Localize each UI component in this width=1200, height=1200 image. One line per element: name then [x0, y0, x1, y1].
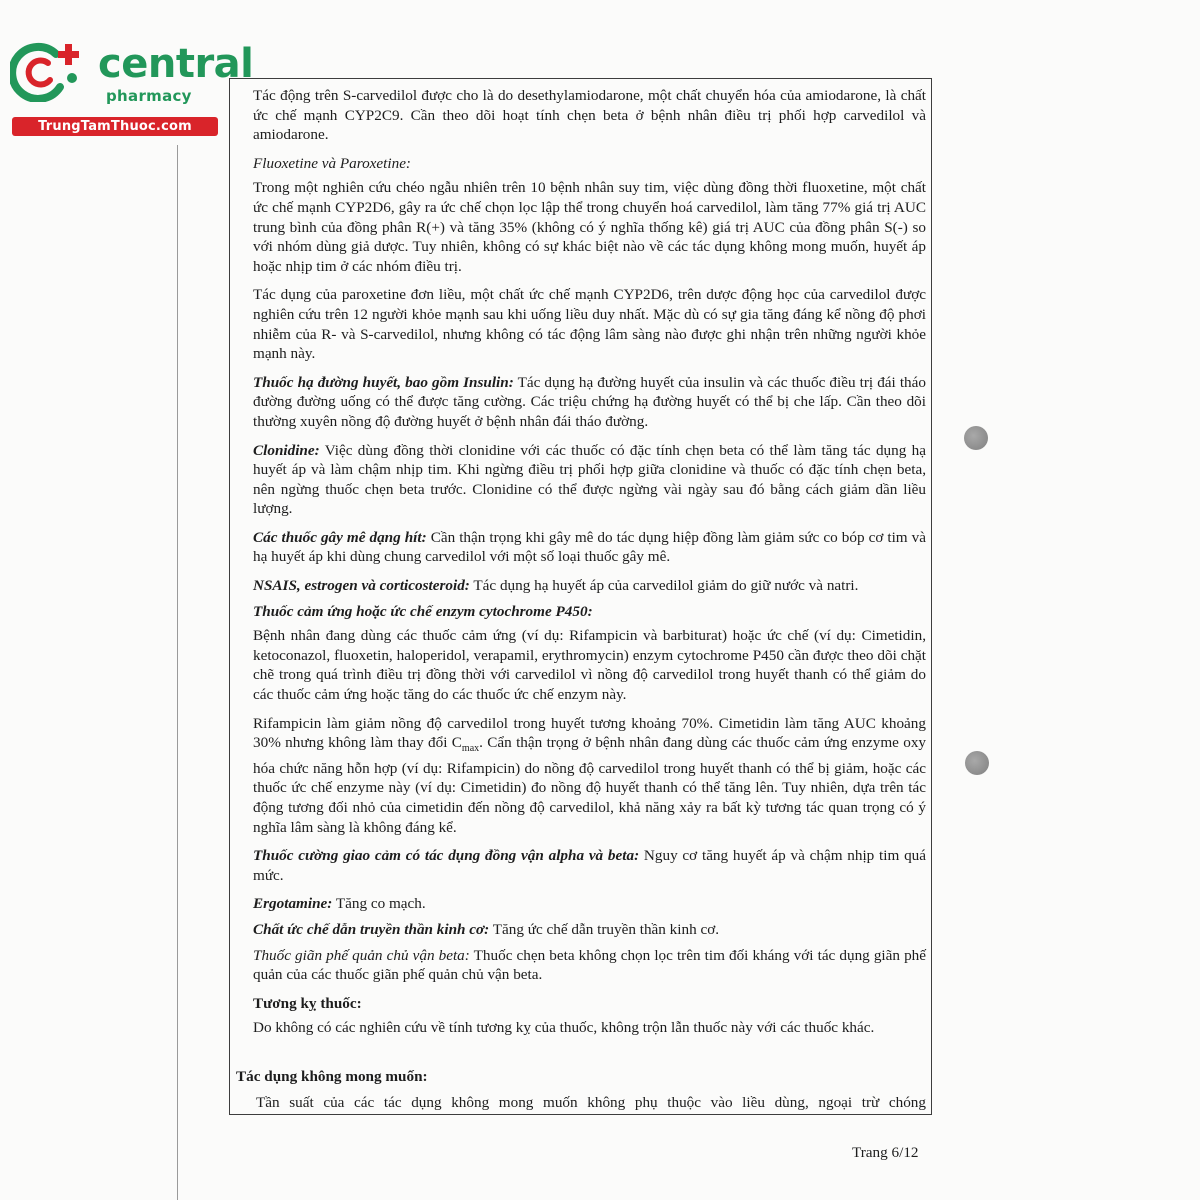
text-neuromuscular: Tăng ức chế dẫn truyền thần kinh cơ. — [489, 921, 720, 938]
paragraph-adverse-effects: Tần suất của các tác dụng không mong muốn không phụ thuộc vào liều dùng, ngoại trừ chóng — [256, 1094, 926, 1111]
paragraph-amiodarone: Tác động trên S-carvedilol được cho là do desethylamiodarone, một chất chuyển hóa của amiodarone, là chất ức chế mạnh CYP2C9. Cần theo dõi hoạt tính chẹn beta ở bệnh nhân điều trị phối hợp carvedilol và amiodarone. — [253, 87, 926, 144]
label-insulin: Thuốc hạ đường huyết, bao gồm Insulin: — [253, 373, 514, 391]
label-bronchodilator: Thuốc giãn phế quản chủ vận beta: — [253, 946, 470, 964]
paragraph-anesthetic — [253, 528, 926, 567]
subscript-max: max — [461, 743, 480, 755]
paragraph-nsaids — [253, 576, 926, 596]
logo-website: TrungTamThuoc.com — [12, 117, 218, 136]
logo-subtitle: pharmacy — [106, 87, 192, 105]
paragraph-compatibility: Do không có các nghiên cứu về tính tương kỵ của thuốc, không trộn lẫn thuốc này với các thuốc khác. — [253, 1019, 875, 1037]
heading-compatibility: Tương kỵ thuốc: — [253, 994, 362, 1012]
label-neuromuscular: Chất ức chế dẫn truyền thần kinh cơ: — [253, 921, 490, 938]
paragraph-rifampicin — [253, 714, 926, 838]
text-insulin: Tác dụng hạ đường huyết của insulin và các thuốc điều trị đái tháo đường đường uống có thể được tăng cường. Các triệu chứng hạ đường huyết có thể bị che lấp. Cần theo dõi thường xuyên nồng độ đường huyết ở bệnh nhân đái tháo đường. — [253, 373, 926, 430]
heading-cytochrome-p450: Thuốc cảm ứng hoặc ức chế enzym cytochrome P450: — [253, 602, 593, 620]
document-body — [253, 86, 926, 1047]
text-rifampicin-a: Rifampicin làm giảm nồng độ carvedilol trong huyết tương khoảng 70%. Cimetidin làm tăng AUC khoảng 30% nhưng không làm thay đổi C — [253, 714, 926, 752]
label-clonidine: Clonidine: — [253, 441, 320, 459]
left-margin-rule — [177, 145, 178, 1200]
text-bronchodilator: Thuốc chẹn beta không chọn lọc trên tim đối kháng với tác dụng giãn phế quản của các thuốc giãn phế quản chủ vận beta. — [253, 946, 927, 984]
label-sympathomimetic: Thuốc cường giao cảm có tác dụng đồng vận alpha và beta: — [253, 847, 640, 865]
central-pharmacy-logo — [10, 40, 254, 135]
paragraph-cytochrome-p450: Bệnh nhân đang dùng các thuốc cảm ứng (ví dụ: Rifampicin và barbiturat) hoặc ức chế (ví dụ: Cimetidin, ketoconazol, fluoxetin, haloperidol, verapamil, erythromycin) enzym cytochrome P450 cần được theo dõi chặt chẽ trong quá trình điều trị đồng thời với carvedilol vì nồng độ carvedilol trong huyết thanh có thể giảm do các thuốc cảm ứng hoặc tăng do các thuốc ức chế enzym này. — [253, 627, 926, 704]
text-clonidine: Việc dùng đồng thời clonidine với các thuốc có đặc tính chẹn beta có thể làm tăng tác dụng hạ huyết áp và làm chậm nhịp tim. Khi ngừng điều trị phối hợp giữa clonidine và thuốc có đặc tính chẹn beta, nên ngừng thuốc chẹn beta trước. Clonidine có thể được ngừng vài ngày sau đó bằng cách giảm dần liều lượng. — [253, 441, 926, 518]
label-anesthetic: Các thuốc gây mê dạng hít: — [253, 528, 427, 546]
paragraph-ergotamine — [253, 894, 926, 914]
text-sympathomimetic: Nguy cơ tăng huyết áp và chậm nhịp tim quá mức. — [253, 847, 927, 884]
text-ergotamine: Tăng co mạch. — [332, 895, 426, 913]
paragraph-insulin — [253, 373, 926, 432]
text-nsaids: Tác dụng hạ huyết áp của carvedilol giảm do giữ nước và natri. — [469, 577, 859, 595]
label-ergotamine: Ergotamine: — [253, 895, 333, 913]
heading-adverse-effects: Tác dụng không mong muốn: — [236, 1068, 428, 1085]
page-number: Trang 6/12 — [852, 1144, 919, 1161]
text-anesthetic: Cần thận trọng khi gây mê do tác dụng hiệp đồng làm giảm sức co bóp cơ tim và hạ huyết áp khi dùng chung carvedilol với một số loại thuốc gây mê. — [253, 528, 926, 566]
heading-fluoxetine-paroxetine: Fluoxetine và Paroxetine: — [253, 154, 411, 172]
logo-brand-name: central — [98, 41, 254, 87]
text-rifampicin-b: . Cẩn thận trọng ở bệnh nhân đang dùng các thuốc cảm ứng enzyme oxy hóa chức năng hỗn hợp (ví dụ: Rifampicin) do nồng độ carvedilol trong huyết thanh có thể bị giảm, hoặc các thuốc ức chế enzyme này (ví dụ: Cimetidin) đo nồng độ huyết thanh có thể tăng lên. Tuy nhiên, dựa trên tác động tương đối nhỏ của cimetidin đến nồng độ carvedilol, khả năng xảy ra bất kỳ tương tác quan trọng có ý nghĩa lâm sàng là không đáng kể. — [253, 734, 927, 836]
binder-hole — [965, 751, 989, 775]
paragraph-sympathomimetic — [253, 846, 926, 885]
paragraph-bronchodilator — [253, 946, 926, 985]
paragraph-fluoxetine: Trong một nghiên cứu chéo ngẫu nhiên trên 10 bệnh nhân suy tim, việc dùng đồng thời fluoxetine, một chất ức chế mạnh CYP2D6, gây ra ức chế chọn lọc lập thể trong chuyển hoá carvedilol, làm tăng 77% giá trị AUC trung bình của đồng phân R(+) và tăng 35% (không có ý nghĩa thống kê) giá trị AUC của đồng phân S(-) so với nhóm dùng giả dược. Tuy nhiên, không có sự khác biệt nào về các tác dụng không mong muốn, huyết áp hoặc nhịp tim ở các nhóm điều trị. — [253, 179, 926, 275]
paragraph-paroxetine: Tác dụng của paroxetine đơn liều, một chất ức chế mạnh CYP2D6, trên dược động học của carvedilol được nghiên cứu trên 12 người khỏe mạnh sau khi uống liều duy nhất. Mặc dù có sự gia tăng đáng kể nồng độ phơi nhiễm của R- và S-carvedilol, nhưng không có tác động lâm sàng nào được ghi nhận trên những người khỏe mạnh này. — [253, 286, 926, 363]
binder-hole — [964, 426, 988, 450]
paragraph-neuromuscular — [253, 920, 926, 940]
label-nsaids: NSAIS, estrogen và corticosteroid: — [253, 577, 470, 595]
central-pharmacy-logo-icon — [10, 40, 88, 102]
paragraph-clonidine — [253, 441, 926, 519]
